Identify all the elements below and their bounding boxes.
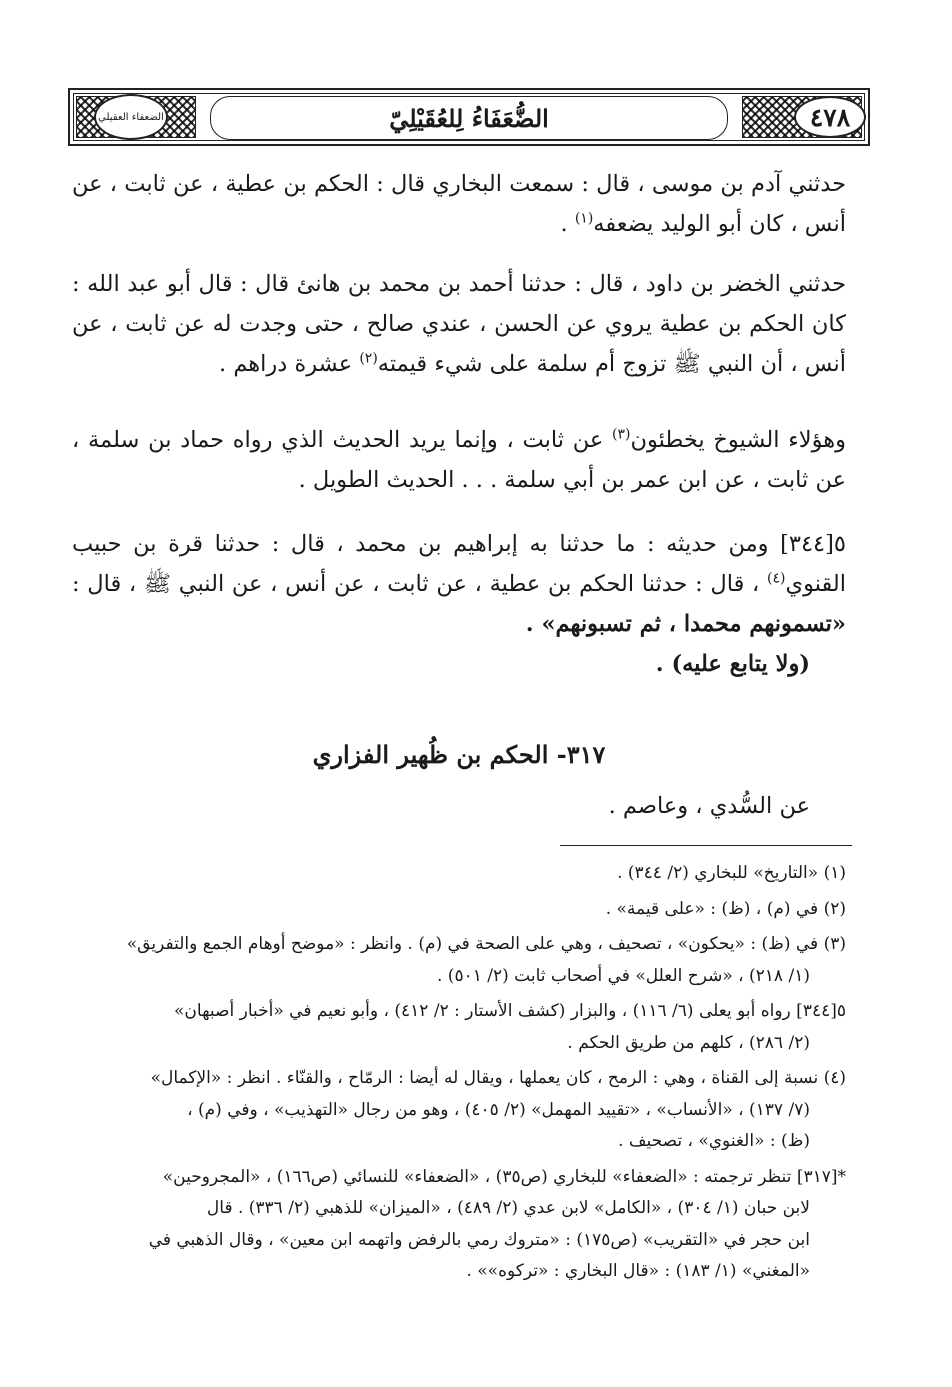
book-medallion-icon: الضعفاء العقيلي bbox=[94, 94, 168, 140]
paragraph-6-text: عن السُّدي ، وعاصم . bbox=[608, 793, 810, 819]
footnote-4-line1: (٤) نسبة إلى القناة ، وهي : الرمح ، كان يعملها ، ويقال له أيضا : الرمّاح ، والقنّاء . انظر : «الإكمال» bbox=[150, 1068, 846, 1088]
footnote-3-line2: (١/ ٢١٨) ، «شرح العلل» في أصحاب ثابت (٢/ ٥٠١) . bbox=[437, 965, 810, 986]
hadith-quote: «تسمونهم محمدا ، ثم تسبونهم» . bbox=[525, 611, 846, 637]
footnote-1 bbox=[72, 858, 846, 890]
paragraph-6 bbox=[72, 786, 846, 826]
paragraph-2-block bbox=[72, 264, 846, 384]
hadith-number: ٥[٣٤٤] bbox=[780, 531, 846, 557]
footnote-344 bbox=[72, 996, 846, 1059]
paragraph-5-text: (ولا يتابع عليه) . bbox=[655, 651, 810, 677]
paragraph-2-text: حدثني الخضر بن داود ، قال : حدثنا أحمد بن محمد بن هانئ قال : قال أبو عبد الله : كان الحكم بن عطية يروي عن الحسن ، عندي صالح ، حتى وجدت له عن ثابت ، عن أنس ، أن النبي ﷺ تزوج أم سلمة على شيء قيمته bbox=[72, 271, 846, 377]
paragraph-3-block bbox=[72, 420, 846, 500]
paragraph-4-text: ومن حديثه : ما حدثنا به إبراهيم بن محمد ، قال : حدثنا قرة بن حبيب القنوي bbox=[72, 531, 846, 597]
footnote-ref-3: (٣) bbox=[612, 426, 631, 443]
footnote-ref-4: (٤) bbox=[767, 570, 786, 587]
paragraph-4 bbox=[72, 524, 846, 644]
paragraph-1-text: حدثني آدم بن موسى ، قال : سمعت البخاري قال : الحكم بن عطية ، عن ثابت ، عن أنس ، كان أبو الوليد يضعفه bbox=[72, 171, 846, 237]
footnote-344-line1: ٥[٣٤٤] رواه أبو يعلى (٦/ ١١٦) ، والبزار (كشف الأستار : ٢/ ٤١٢) ، وأبو نعيم في «أخبار أصبهان» bbox=[174, 1001, 846, 1021]
footnote-317-line2: لابن حبان (١/ ٣٠٤) ، «الكامل» لابن عدي (٢/ ٤٨٩) ، «الميزان» للذهبي (٢/ ٣٣٦) . قال bbox=[206, 1198, 810, 1218]
footnote-4 bbox=[72, 1063, 846, 1158]
footnote-2-line1: (٢) في (م) ، (ظ) : «على قيمة» . bbox=[605, 898, 846, 919]
main-text bbox=[72, 164, 846, 244]
paragraph-2 bbox=[72, 264, 846, 384]
paragraph-2-end: عشرة دراهم . bbox=[219, 351, 360, 377]
footnote-1-line1: (١) «التاريخ» للبخاري (٢/ ٣٤٤) . bbox=[617, 863, 846, 883]
entry-heading: ٣١٧- الحكم بن ظُهير الفزاري bbox=[312, 740, 606, 769]
page-header bbox=[68, 88, 870, 146]
footnote-3-line1: (٣) في (ظ) : «يحكون» ، تصحيف ، وهي على الصحة في (م) . وانظر : «موضح أوهام الجمع والتفريق» bbox=[126, 934, 846, 954]
paragraph-3-end: عن ثابت ، وإنما يريد الحديث الذي رواه حماد بن سلمة ، عن ثابت ، عن ابن عمر بن أبي سلمة . . . الحديث الطويل . bbox=[72, 427, 846, 493]
paragraph-3 bbox=[72, 420, 846, 500]
footnote-ref-2: (٢) bbox=[359, 350, 378, 367]
footnote-divider bbox=[560, 845, 852, 846]
paragraph-3-text: وهؤلاء الشيوخ يخطئون bbox=[630, 427, 846, 453]
footnote-3 bbox=[72, 929, 846, 992]
paragraph-5 bbox=[72, 644, 846, 684]
footnote-317-line3: ابن حجر في «التقريب» (ص١٧٥) : «متروك رمي بالرفض واتهمه ابن معين» ، وقال الذهبي في bbox=[148, 1229, 810, 1250]
footnote-2 bbox=[72, 894, 846, 926]
footnote-4-line2: (٧/ ١٣٧) ، «الأنساب» ، «تقييد المهمل» (٢/ ٤٠٥) ، وهو من رجال «التهذيب» ، وفي (م) ، bbox=[187, 1099, 810, 1120]
paragraph-4-cont: ، قال : حدثنا الحكم بن عطية ، عن ثابت ، عن أنس ، عن النبي ﷺ ، قال : bbox=[72, 571, 768, 597]
paragraph-1 bbox=[72, 164, 846, 244]
footnote-ref-1: (١) bbox=[574, 210, 594, 227]
footnotes bbox=[72, 858, 846, 1292]
running-title: الضُّعَفَاءُ لِلعُقَيْلِيّ bbox=[210, 96, 728, 140]
page-number: ٤٧٨ bbox=[794, 96, 866, 138]
footnote-317 bbox=[72, 1162, 846, 1288]
footnote-344-line2: (٢/ ٢٨٦) ، كلهم من طريق الحكم . bbox=[567, 1032, 810, 1053]
footnote-317-line1: *[٣١٧] تنظر ترجمته : «الضعفاء» للبخاري (ص٣٥) ، «الضعفاء» للنسائي (ص١٦٦) ، «المجروحين» bbox=[162, 1166, 846, 1187]
footnote-317-line4: «المغني» (١/ ١٨٣) : «قال البخاري : «تركوه»» . bbox=[466, 1261, 810, 1281]
footnote-4-line3: (ظ) : «الغنوي» ، تصحيف . bbox=[618, 1131, 810, 1151]
paragraph-6-block bbox=[72, 786, 846, 826]
paragraph-4-block bbox=[72, 524, 846, 684]
paragraph-1-end: . bbox=[560, 211, 575, 237]
